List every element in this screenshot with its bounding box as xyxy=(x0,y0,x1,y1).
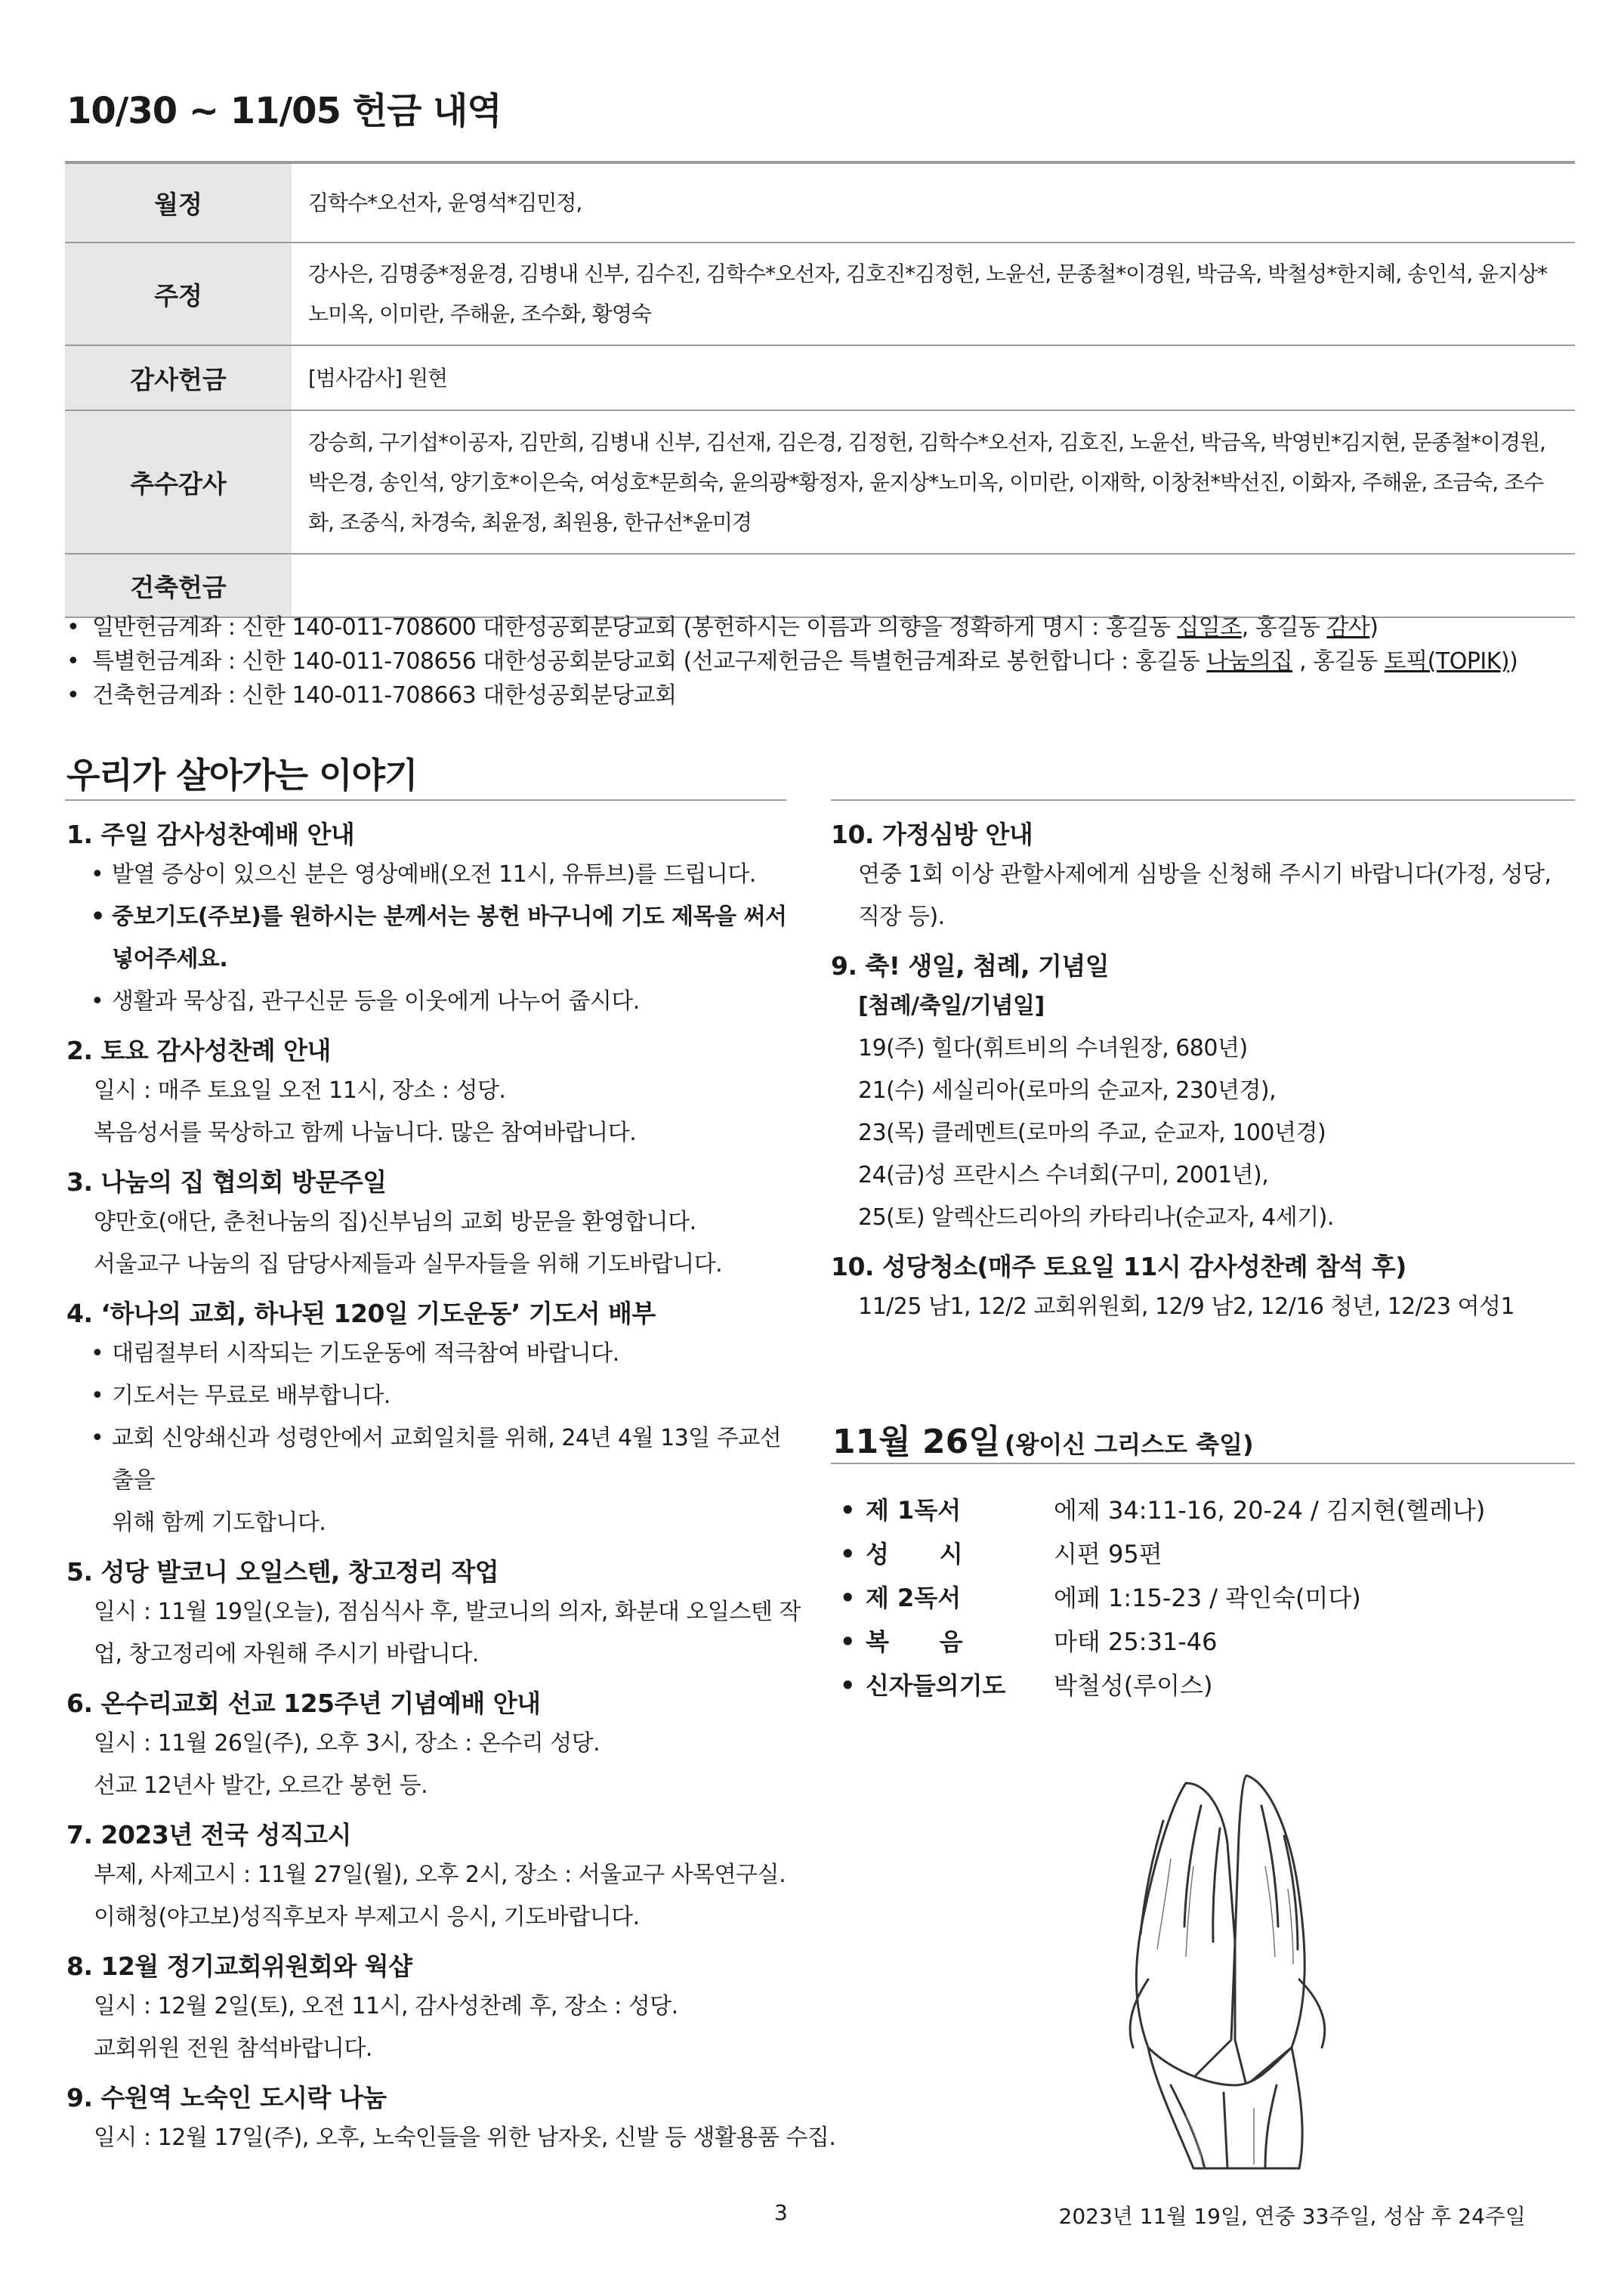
row-label: 건축헌금 xyxy=(65,554,292,617)
row-value: [범사감사] 원현 xyxy=(292,345,1575,410)
stories-rule-right xyxy=(831,799,1575,801)
story-7-text: 이해청(야고보)성직후보자 부제고시 응시, 기도바랍니다. xyxy=(94,1904,640,1930)
bank-accounts xyxy=(65,610,1576,712)
stories-right-column xyxy=(831,816,1575,1328)
visit-text: 연중 1회 이상 관할사제에게 심방을 신청해 주시기 바랍니다(가정, 성당, xyxy=(858,861,1551,888)
row-label: 추수감사 xyxy=(65,410,292,554)
reading-row xyxy=(838,1488,1564,1532)
story-1-heading: 1. 주일 감사성찬예배 안내 xyxy=(66,820,355,849)
feast-item: 19(주) 힐다(휘트비의 수녀원장, 680년) xyxy=(858,1035,1248,1062)
story-3-text: 서울교구 나눔의 집 담당사제들과 실무자들을 위해 기도바랍니다. xyxy=(94,1251,723,1278)
row-value xyxy=(292,554,1575,617)
reading-value: 에제 34:11-16, 20-24 / 김지현(헬레나) xyxy=(1054,1496,1486,1525)
story-8-text: 교회위원 전원 참석바랍니다. xyxy=(94,2035,372,2062)
story-5-heading: 5. 성당 발코니 오일스텐, 창고정리 작업 xyxy=(66,1557,499,1587)
story-6-text: 선교 12년사 발간, 오르간 봉헌 등. xyxy=(94,1772,428,1799)
account-thanks-example: 감사 xyxy=(1326,614,1370,641)
reading-label: • 신자들의기도 xyxy=(866,1664,1005,1707)
account-text: , 홍길동 xyxy=(1292,648,1385,675)
table-row xyxy=(65,345,1575,410)
account-topik-example: 토픽(TOPIK) xyxy=(1384,648,1510,675)
story-1-item: • 생활과 묵상집, 관구신문 등을 이웃에게 나누어 줍시다. xyxy=(66,981,799,1023)
stories-rule xyxy=(65,799,786,801)
account-building: • 건축헌금계좌 : 신한 140-011-708663 대한성공회분당교회 xyxy=(65,678,1576,712)
sunday-title-block xyxy=(832,1414,1254,1463)
reading-value: 시편 95편 xyxy=(1054,1540,1162,1568)
sunday-date: 11월 26일 xyxy=(832,1423,1001,1461)
visit-heading: 10. 가정심방 안내 xyxy=(831,820,1033,849)
story-6-heading: 6. 온수리교회 선교 125주년 기념예배 안내 xyxy=(66,1689,541,1718)
reading-value: 에페 1:15-23 / 곽인숙(미다) xyxy=(1054,1584,1361,1612)
footer-date: 2023년 11월 19일, 연중 33주일, 성삼 후 24주일 xyxy=(1058,2204,1526,2229)
feast-item: 21(수) 세실리아(로마의 순교자, 230년경), xyxy=(858,1077,1277,1104)
stories-left-column xyxy=(66,816,836,2159)
sunday-rule xyxy=(831,1463,1575,1464)
feast-item: 23(목) 클레멘트(로마의 주교, 순교자, 100년경) xyxy=(858,1120,1326,1146)
reading-label: • 성 시 xyxy=(866,1532,963,1576)
story-3-heading: 3. 나눔의 집 협의회 방문주일 xyxy=(66,1167,387,1197)
story-1-item: • 발열 증상이 있으신 분은 영상예배(오전 11시, 유튜브)를 드립니다. xyxy=(66,854,799,896)
feast-item: 25(토) 알렉산드리아의 카타리나(순교자, 4세기). xyxy=(858,1204,1334,1231)
reading-label: • 복 음 xyxy=(866,1620,963,1664)
sunday-feast: (왕이신 그리스도 축일) xyxy=(1004,1430,1254,1459)
story-2-text: 복음성서를 묵상하고 함께 나눕니다. 많은 참여바랍니다. xyxy=(94,1120,637,1146)
account-tithe-example: 십일조 xyxy=(1177,614,1242,641)
row-value: 강사은, 김명중*정윤경, 김병내 신부, 김수진, 김학수*오선자, 김호진*김정헌, 노윤선, 문종철*이경원, 박금옥, 박철성*한지혜, 송인석, 윤지상*노미옥, 이미란, 주해윤, 조수화, 황영숙 xyxy=(292,243,1575,345)
story-4-heading: 4. ‘하나의 교회, 하나된 120일 기도운동’ 기도서 배부 xyxy=(66,1299,656,1328)
story-2-heading: 2. 토요 감사성찬례 안내 xyxy=(66,1036,331,1065)
account-text: 일반헌금계좌 : 신한 140-011-708600 대한성공회분당교회 (봉헌하시는 이름과 의향을 정확하게 명시 : 홍길동 xyxy=(92,614,1178,641)
praying-hands-icon xyxy=(1073,1753,1420,2176)
story-8-heading: 8. 12월 정기교회위원회와 웍샵 xyxy=(66,1952,412,1981)
stories-title: 우리가 살아가는 이야기 xyxy=(66,755,418,796)
story-8-text: 일시 : 12월 2일(토), 오전 11시, 감사성찬례 후, 장소 : 성당. xyxy=(94,1993,678,2020)
table-row xyxy=(65,554,1575,617)
story-3-text: 양만호(애단, 춘천나눔의 집)신부님의 교회 방문을 환영합니다. xyxy=(94,1209,696,1235)
account-text: ) xyxy=(1509,648,1518,675)
story-1-item: • 중보기도(주보)를 원하시는 분께서는 봉헌 바구니에 기도 제목을 써서 xyxy=(66,896,799,938)
story-9-text: 일시 : 12월 17일(주), 오후, 노숙인들을 위한 남자옷, 신발 등 생활용품 수집. xyxy=(94,2125,836,2151)
visit-text: 직장 등). xyxy=(858,904,945,930)
cleaning-heading: 10. 성당청소(매주 토요일 11시 감사성찬례 참석 후) xyxy=(831,1252,1406,1281)
account-text: , 홍길동 xyxy=(1241,614,1327,641)
readings-list xyxy=(838,1488,1564,1707)
reading-row xyxy=(838,1532,1564,1576)
reading-value: 박철성(루이스) xyxy=(1054,1671,1213,1700)
story-2-text: 일시 : 매주 토요일 오전 11시, 장소 : 성당. xyxy=(94,1077,506,1104)
feasts-subheading: [첨례/축일/기념일] xyxy=(858,993,1045,1019)
reading-row xyxy=(838,1664,1564,1707)
story-6-text: 일시 : 11월 26일(주), 오후 3시, 장소 : 온수리 성당. xyxy=(94,1730,601,1757)
reading-label: • 제 2독서 xyxy=(866,1576,961,1620)
reading-label: • 제 1독서 xyxy=(866,1488,961,1532)
row-value: 강승희, 구기섭*이공자, 김만희, 김병내 신부, 김선재, 김은경, 김정헌, 김학수*오선자, 김호진, 노윤선, 박금옥, 박영빈*김지현, 문종철*이경원, 박은경, 송인석, 양기호*이은숙, 여성호*문희숙, 윤의광*황정자, 윤지상*노미옥, 이미란, 이재학, 이창천*박선진, 이화자, 주해윤, 조금숙, 조수화, 조중식, 차경숙, 최윤정, 최원용, 한규선*윤미경 xyxy=(292,410,1575,554)
story-9-heading: 9. 수원역 노숙인 도시락 나눔 xyxy=(66,2083,387,2112)
account-text: 특별헌금계좌 : 신한 140-011-708656 대한성공회분당교회 (선교구제헌금은 특별헌금계좌로 봉헌합니다 : 홍길동 xyxy=(92,648,1207,675)
row-label: 월정 xyxy=(65,163,292,243)
cleaning-text: 11/25 남1, 12/2 교회위원회, 12/9 남2, 12/16 청년, 12/23 여성1 xyxy=(858,1293,1515,1320)
table-row xyxy=(65,163,1575,243)
offering-table xyxy=(65,162,1575,618)
account-general xyxy=(65,610,1576,644)
reading-row xyxy=(838,1576,1564,1620)
row-value: 김학수*오선자, 윤영석*김민정, xyxy=(292,163,1575,243)
offering-title: 10/30 ~ 11/05 헌금 내역 xyxy=(66,90,502,132)
story-5-text: 업, 창고정리에 자원해 주시기 바랍니다. xyxy=(94,1641,479,1667)
story-4-item: • 기도서는 무료로 배부합니다. xyxy=(66,1375,799,1417)
story-5-text: 일시 : 11월 19일(오늘), 점심식사 후, 발코니의 의자, 화분대 오일스텐 작 xyxy=(94,1599,801,1625)
page-number: 3 xyxy=(774,2200,788,2225)
story-4-item: • 교회 신앙쇄신과 성령안에서 교회일치를 위해, 24년 4월 13일 주교선출을 xyxy=(66,1417,799,1502)
feast-item: 24(금)성 프란시스 수녀회(구미, 2001년), xyxy=(858,1162,1269,1188)
account-special xyxy=(65,644,1576,678)
reading-value: 마태 25:31-46 xyxy=(1054,1627,1218,1656)
story-4-item: • 대림절부터 시작되는 기도운동에 적극참여 바랍니다. xyxy=(66,1333,799,1375)
story-7-text: 부제, 사제고시 : 11월 27일(월), 오후 2시, 장소 : 서울교구 사목연구실. xyxy=(94,1862,786,1888)
table-row xyxy=(65,243,1575,345)
reading-row xyxy=(838,1620,1564,1664)
feasts-heading: 9. 축! 생일, 첨례, 기념일 xyxy=(831,951,1110,981)
story-4-item-cont: 위해 함께 기도합니다. xyxy=(112,1510,326,1536)
account-text: ) xyxy=(1369,614,1379,641)
table-row xyxy=(65,410,1575,554)
story-7-heading: 7. 2023년 전국 성직고시 xyxy=(66,1820,351,1850)
row-label: 감사헌금 xyxy=(65,345,292,410)
account-sharing-example: 나눔의집 xyxy=(1206,648,1293,675)
story-1-item-cont: 넣어주세요. xyxy=(112,946,228,972)
row-label: 주정 xyxy=(65,243,292,345)
